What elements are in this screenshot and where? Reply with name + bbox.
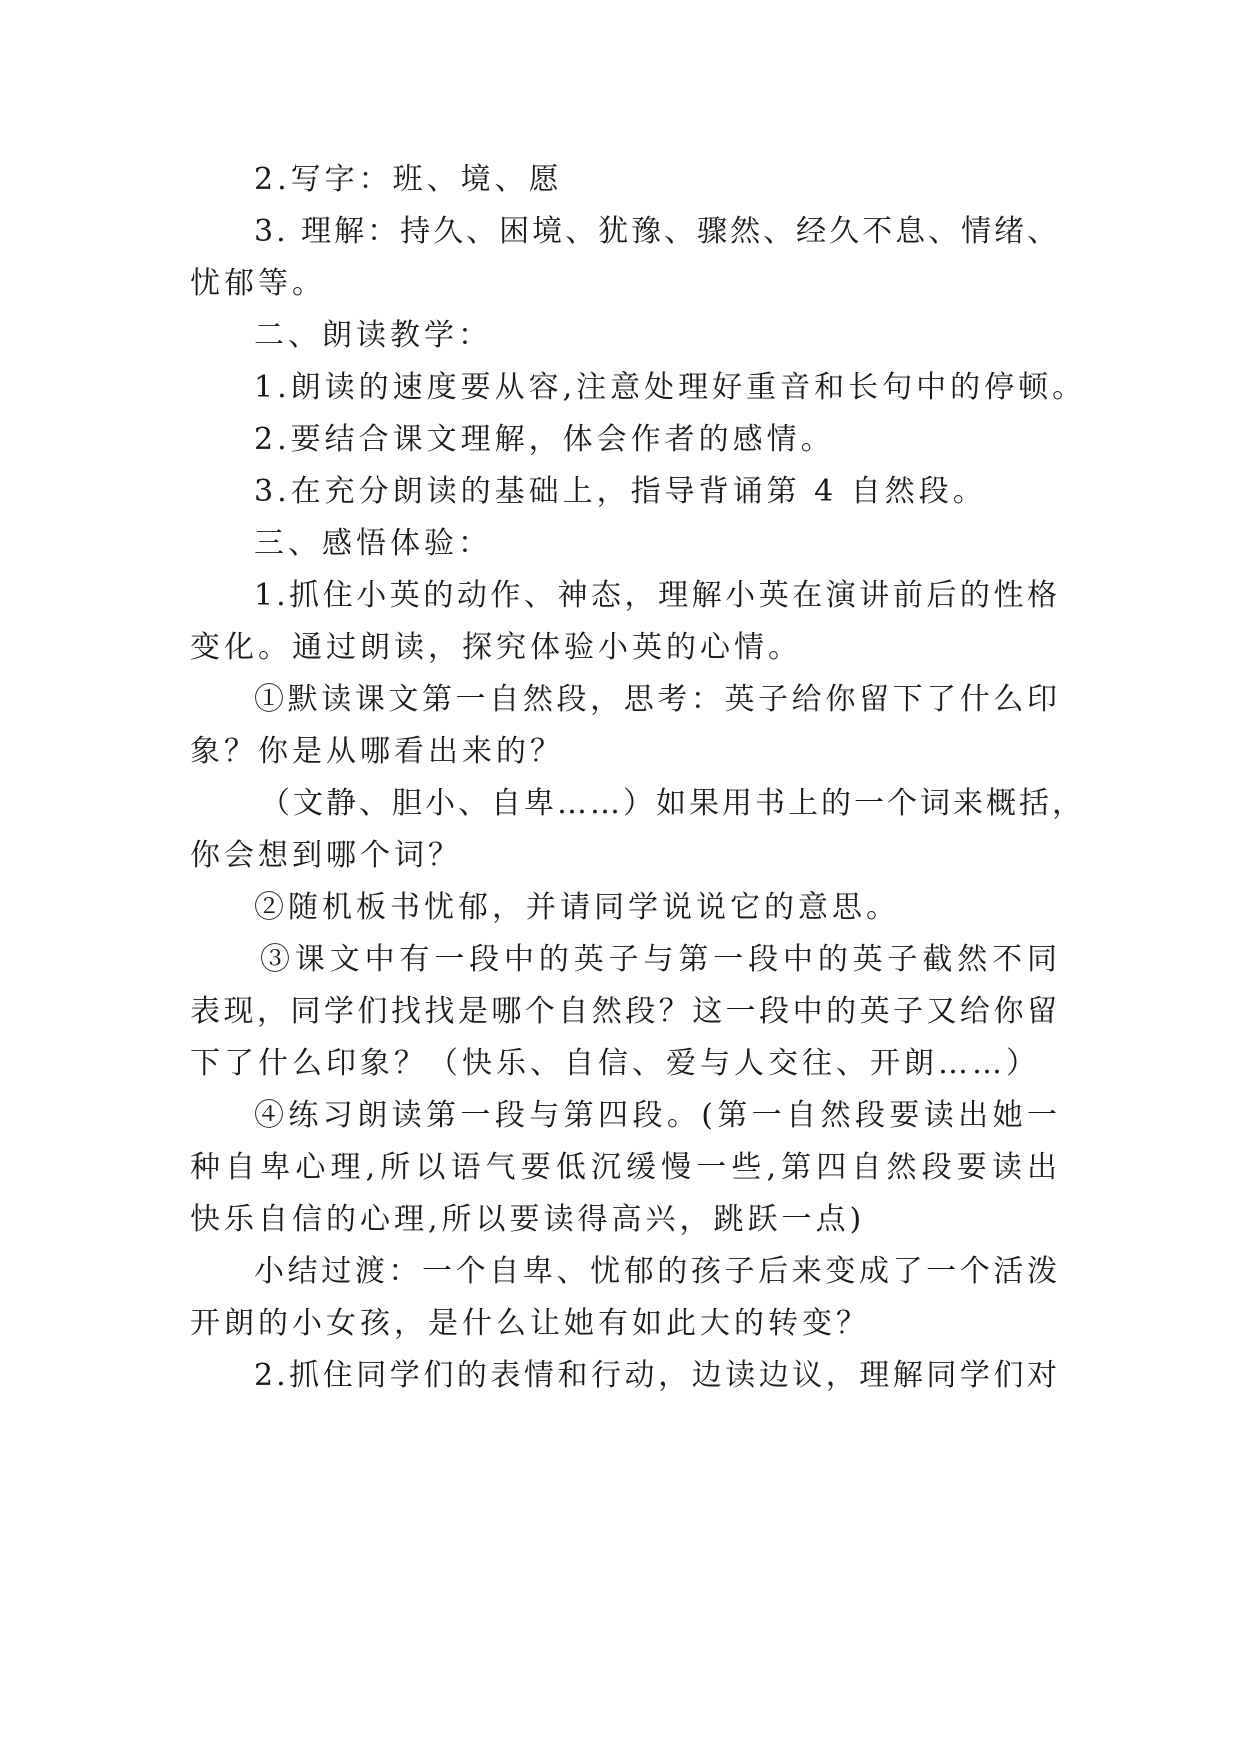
line-reading-1: 1.朗读的速度要从容,注意处理好重音和长句中的停顿。	[254, 370, 1087, 405]
line-item-1-answer: （文静、胆小、自卑……）如果用书上的一个词来概括，	[260, 786, 1085, 821]
line-understanding: 3. 理解：持久、困境、犹豫、骤然、经久不息、情绪、	[254, 214, 1061, 249]
line-item-3-cont-2: 下了什么印象？（快乐、自信、爱与人交往、开朗……）	[190, 1046, 1040, 1081]
line-item-3: ③课文中有一段中的英子与第一段中的英子截然不同	[260, 942, 1060, 977]
line-item-1-answer-cont: 你会想到哪个词？	[190, 838, 462, 873]
line-item-4: ④练习朗读第一段与第四段。(第一自然段要读出她一	[254, 1098, 1060, 1133]
line-item-4-cont-2: 快乐自信的心理,所以要读得高兴，跳跃一点)	[190, 1202, 866, 1237]
section-heading-reading: 二、朗读教学：	[254, 318, 492, 353]
line-item-1: ①默读课文第一自然段，思考：英子给你留下了什么印	[254, 682, 1060, 717]
section-heading-experience: 三、感悟体验：	[254, 526, 492, 561]
line-item-3-cont-1: 表现，同学们找找是哪个自然段？这一段中的英子又给你留	[190, 994, 1060, 1029]
line-experience-1-cont: 变化。通过朗读，探究体验小英的心情。	[190, 630, 802, 665]
line-item-1-cont: 象？你是从哪看出来的？	[190, 734, 564, 769]
line-reading-3: 3.在充分朗读的基础上，指导背诵第 4 自然段。	[254, 474, 987, 509]
line-experience-2: 2.抓住同学们的表情和行动，边读边议，理解同学们对	[254, 1358, 1060, 1393]
line-writing: 2.写字：班、境、愿	[254, 162, 563, 197]
line-summary-cont: 开朗的小女孩，是什么让她有如此大的转变？	[190, 1306, 870, 1341]
line-reading-2: 2.要结合课文理解，体会作者的感情。	[254, 422, 835, 457]
line-summary: 小结过渡：一个自卑、忧郁的孩子后来变成了一个活泼	[254, 1254, 1060, 1289]
line-experience-1: 1.抓住小英的动作、神态，理解小英在演讲前后的性格	[254, 578, 1060, 613]
line-item-2: ②随机板书忧郁，并请同学说说它的意思。	[254, 890, 900, 925]
line-understanding-cont: 忧郁等。	[190, 266, 326, 301]
line-item-4-cont-1: 种自卑心理,所以语气要低沉缓慢一些,第四自然段要读出	[190, 1150, 1060, 1185]
